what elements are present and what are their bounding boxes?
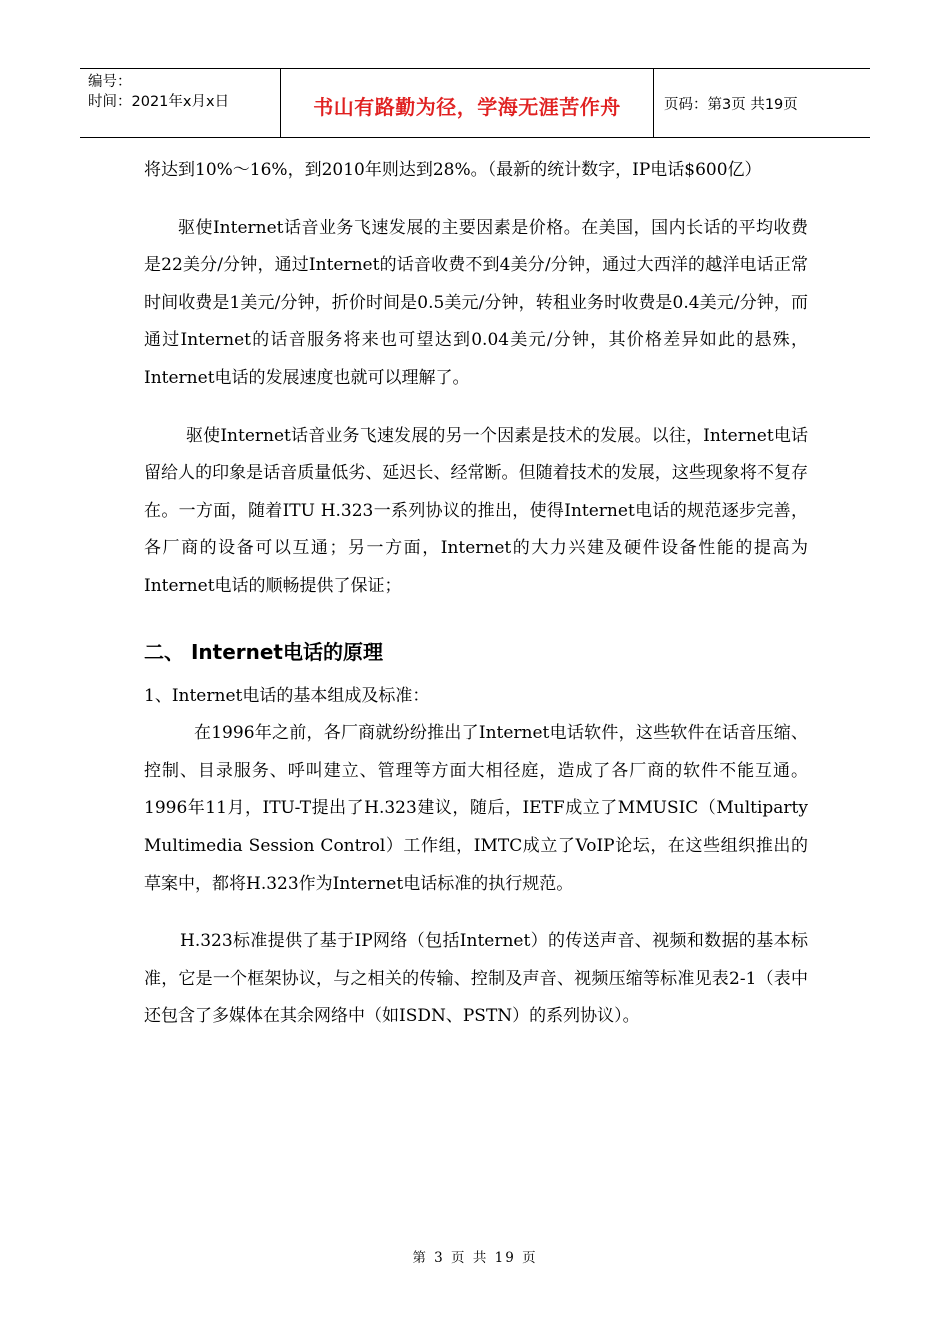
header-motto: 书山有路勤为径，学海无涯苦作舟 (281, 69, 654, 137)
document-date: 时间：2021年x月x日 (88, 94, 230, 110)
paragraph-history: 在1996年之前，各厂商就纷纷推出了Internet电话软件，这些软件在话音压缩、控制、目录服务、呼叫建立、管理等方面大相径庭，造成了各厂商的软件不能互通。1996年11月，ITU-T提出了H.323建议，随后，IETF成立了MMUSIC（Multiparty Multimedia Session Control）工作组，IMTC成立了VoIP论坛，在这些组织推出的草案中，都将H.323作为Internet电话标准的执行规范。 (144, 723, 808, 894)
page-header (80, 68, 870, 138)
subsection-heading: 1、Internet电话的基本组成及标准： (144, 685, 430, 706)
section-heading: 二、 Internet电话的原理 (144, 639, 383, 664)
paragraph-h323: H.323标准提供了基于IP网络（包括Internet）的传送声音、视频和数据的基本标准，它是一个框架协议，与之相关的传输、控制及声音、视频压缩等标准见表2-1（表中还包含了多媒体在其余网络中（如ISDN、PSTN）的系列协议）。 (144, 931, 808, 1027)
paragraph-price-factor: 驱使Internet话音业务飞速发展的主要因素是价格。在美国，国内长话的平均收费是22美分/分钟，通过Internet的话音收费不到4美分/分钟，通过大西洋的越洋电话正常时间收费是1美元/分钟，折价时间是0.5美元/分钟，转租业务时收费是0.4美元/分钟，而通过Internet的话音服务将来也可望达到0.04美元/分钟，其价格差异如此的悬殊，Internet电话的发展速度也就可以理解了。 (144, 217, 808, 388)
header-page-info: 页码：第3页 共19页 (664, 96, 798, 113)
paragraph-technology-factor: 驱使Internet话音业务飞速发展的另一个因素是技术的发展。以往，Internet电话留给人的印象是话音质量低劣、延迟长、经常断。但随着技术的发展，这些现象将不复存在。一方面，随着ITU H.323一系列协议的推出，使得Internet电话的规范逐步完善，各厂商的设备可以互通；另一方面，Internet的大力兴建及硬件设备性能的提高为Internet电话的顺畅提供了保证； (144, 425, 808, 596)
header-meta (80, 69, 281, 137)
paragraph-statistics: 将达到10%～16%，到2010年则达到28%。（最新的统计数字，IP电话$600亿） (144, 160, 762, 180)
document-body (144, 152, 808, 1036)
document-number-label: 编号： (88, 74, 132, 90)
page-footer: 第 3 页 共 19 页 (412, 1250, 538, 1266)
